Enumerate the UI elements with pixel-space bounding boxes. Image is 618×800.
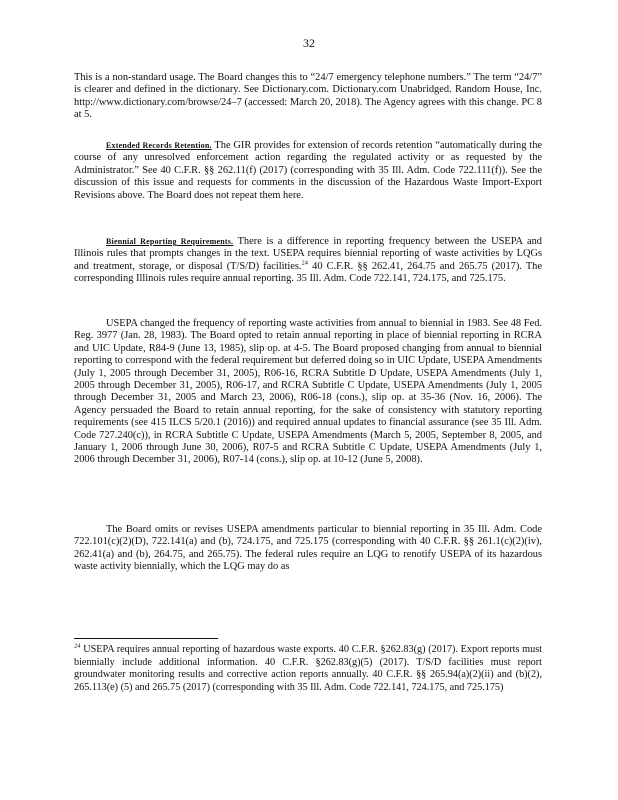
paragraph-reporting-history: USEPA changed the frequency of reporting waste activities from annual to biennial in 1983. See 48 Fed. Reg. 3977 (Jan. 28, 1983). The Board opted to retain annual reporting in place of biennial reporting in RCRA and UIC Update, R84-9 (June 13, 1985), slip op. at 4-5. The Board proposed changing from annual to biennial reporting to correspond with the federal requirement but deferred doing so in UIC Update, USEPA Amendments (July 1, 2005 through December 31, 2005), R06-16, RCRA Subtitle D Update, USEPA Amendments (July 1, 2005 through December 31, 2005), R06-17, and RCRA Subtitle C Update, USEPA Amendments (July 1, 2005 through December 31, 2005 and March 23, 2006), R06-18 (cons.), slip op. at 35-36 (Nov. 16, 2006). The Agency persuaded the Board to retain annual reporting, for the sake of consistency with statutory reporting requirements (see 415 ILCS 5/20.1 (2016)) and required annual updates to financial assurance (see 35 Ill. Adm. Code 727.240(c)), in RCRA Subtitle C Update, USEPA Amendments (March 5, 2005, September 8, 2005, and January 1, 2006 through June 30, 2006), R07-5 and RCRA Subtitle C Update, USEPA Amendments (July 1, 2006 through December 31, 2006), R07-14 (cons.), slip op. at 10-12 (June 5, 2008). — [74, 318, 542, 466]
footnote-separator — [74, 638, 218, 639]
footnote-reference: 24 — [301, 259, 309, 267]
footnote-text: USEPA requires annual reporting of hazardous waste exports. 40 C.F.R. §262.83(g) (2017). Export reports must biennially include additional information. 40 C.F.R. §262.83(g)(5) (2017). T/S/D facilities must report groundwater monitoring results and corrective action reports annually. 40 C.F.R. §§ 265.94(a)(2)(ii) and (b)(2), 265.113(e) (5) and 265.75 (2017) (corresponding with 35 Ill. Adm. Code 722.141, 724.175, and 725.175) — [74, 644, 542, 693]
section-heading-records-retention: Extended Records Retention. — [106, 141, 212, 150]
footnote — [74, 644, 542, 694]
paragraph-body-continued: 40 C.F.R. §§ 262.41, 264.75 and 265.75 (2017). The corresponding Illinois rules require annual reporting. 35 Ill. Adm. Code 722.141, 724.175, and 725.175. — [74, 260, 542, 285]
footnote-number: 24 — [74, 642, 81, 650]
paragraph-biennial-reporting — [74, 236, 542, 286]
paragraph-body: There is a difference in reporting frequency between the USEPA and Illinois rules that prompts changes in the text. USEPA requires biennial reporting of waste activities by LQGs and treatment, storage, or disposal (T/S/D) facilities. — [74, 236, 542, 272]
paragraph-extended-records-retention — [74, 140, 542, 202]
section-heading-biennial-reporting: Biennial Reporting Requirements. — [106, 237, 234, 246]
paragraph-body: The GIR provides for extension of records retention “automatically during the course of any unresolved enforcement action regarding the regulated activity or as requested by the Administrator.” See 40 C.F.R. §§ 262.11(f) (2017) (corresponding with 35 Ill. Adm. Code 722.111(f)). See the discussion of this issue and requests for comments in the discussion of the Hazardous Waste Import-Export Revisions above. The Board does not repeat them here. — [74, 140, 542, 201]
paragraph-board-omits: The Board omits or revises USEPA amendments particular to biennial reporting in 35 Ill. Adm. Code 722.101(c)(2)(D), 722.141(a) and (b), 724.175, and 725.175 (corresponding with 40 C.F.R. §§ 261.1(c)(2)(iv), 262.41(a) and (b), 264.75, and 265.75). The federal rules require an LQG to renotify USEPA of its hazardous waste activity biennially, which the LQG may do as — [74, 524, 542, 573]
paragraph-dictionary-usage: This is a non-standard usage. The Board changes this to “24/7 emergency telephone numbers.” The term “24/7” is clearer and defined in the dictionary. See Dictionary.com. Dictionary.com Unabridged. Random House, Inc. http://www.dictionary.com/browse/24–7 (accessed: March 20, 2018). The Agency agrees with this change. PC 8 at 5. — [74, 72, 542, 121]
page-number: 32 — [303, 36, 315, 50]
